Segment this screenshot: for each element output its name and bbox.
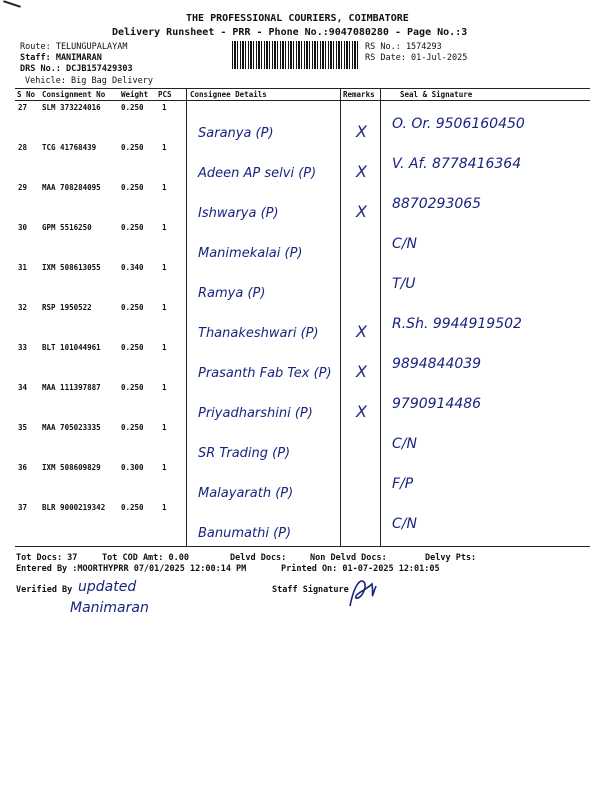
row-consignee-handwriting: SR Trading (P) [198,446,291,461]
row-consignment-no: GPM 5516250 [42,223,92,232]
row-sno: 28 [18,143,28,152]
row-remark-mark: X [356,402,367,421]
row-consignment-no: RSP 1950522 [42,303,92,312]
row-consignment-no: MAA 708284095 [42,183,101,192]
row-remark-mark: X [356,202,367,221]
row-consignee-handwriting: Ramya (P) [198,286,266,301]
row-weight: 0.340 [121,263,144,272]
col-sno: S No [17,90,36,99]
row-weight: 0.250 [121,383,144,392]
col-seal: Seal & Signature [400,90,473,99]
row-sno: 35 [18,423,28,432]
table-bottom-rule [15,546,590,547]
row-sno: 37 [18,503,28,512]
row-consignment-no: BLR 9000219342 [42,503,106,512]
row-sno: 29 [18,183,28,192]
verified-by: Verified By [16,585,73,595]
row-weight: 0.250 [121,503,144,512]
row-sno: 36 [18,463,28,472]
runsheet-subtitle: Delivery Runsheet - PRR - Phone No.:9047080280 - Page No.:3 [112,27,468,38]
staff-signature-label: Staff Signature [272,585,349,595]
table-row [15,462,590,502]
row-pcs: 1 [162,503,167,512]
entered-by: Entered By :MOORTHYPRR 07/01/2025 12:00:14 PM [16,564,247,574]
row-consignee-handwriting: Saranya (P) [198,126,274,141]
row-consignment-no: MAA 111397887 [42,383,101,392]
row-seal-signature: 9894844039 [392,356,482,372]
rs-date: RS Date: 01-Jul-2025 [365,53,468,63]
row-pcs: 1 [162,303,167,312]
row-remark-mark: X [356,322,367,341]
barcode [232,41,359,69]
row-consignment-no: BLT 101044961 [42,343,101,352]
row-pcs: 1 [162,183,167,192]
row-seal-signature: T/U [392,276,416,292]
row-consignee-handwriting: Malayarath (P) [198,486,294,501]
table-row [15,422,590,462]
col-consignment: Consignment No [42,90,106,99]
rs-no: RS No.: 1574293 [365,42,442,52]
row-pcs: 1 [162,423,167,432]
row-remark-mark: X [356,362,367,381]
row-weight: 0.250 [121,223,144,232]
row-sno: 33 [18,343,28,352]
row-remark-mark: X [356,122,367,141]
row-weight: 0.250 [121,343,144,352]
row-consignee-handwriting: Ishwarya (P) [198,206,279,221]
delvd-docs: Delvd Docs: [230,553,287,563]
row-weight: 0.250 [121,183,144,192]
row-consignment-no: SLM 373224016 [42,103,101,112]
row-consignee-handwriting: Adeen AP selvi (P) [198,166,317,181]
row-weight: 0.300 [121,463,144,472]
row-weight: 0.250 [121,143,144,152]
row-seal-signature: F/P [392,476,414,492]
row-sno: 34 [18,383,28,392]
route-label: Route: TELUNGUPALAYAM [20,42,128,52]
row-consignee-handwriting: Thanakeshwari (P) [198,326,319,341]
col-consignee: Consignee Details [190,90,267,99]
table-row [15,262,590,302]
row-pcs: 1 [162,383,167,392]
row-pcs: 1 [162,263,167,272]
row-consignment-no: TCG 41768439 [42,143,97,152]
corner-mark [3,0,21,7]
row-consignment-no: IXM 508609829 [42,463,101,472]
row-seal-signature: C/N [392,436,417,452]
col-pcs: PCS [158,90,172,99]
printed-on: Printed On: 01-07-2025 12:01:05 [281,564,440,574]
row-weight: 0.250 [121,423,144,432]
row-seal-signature: C/N [392,516,417,532]
row-consignee-handwriting: Manimekalai (P) [198,246,303,261]
verified-handwriting: updated [78,579,137,595]
row-consignee-handwriting: Prasanth Fab Tex (P) [198,366,332,381]
row-seal-signature: 9790914486 [392,396,482,412]
table-row [15,222,590,262]
row-consignment-no: MAA 705023335 [42,423,101,432]
row-sno: 30 [18,223,28,232]
row-consignee-handwriting: Priyadharshini (P) [198,406,313,421]
row-seal-signature: C/N [392,236,417,252]
tot-cod: Tot COD Amt: 0.00 [102,553,189,563]
col-weight: Weight [121,90,149,99]
staff-signature-mark [346,576,380,610]
tot-docs: Tot Docs: 37 [16,553,78,563]
staff-label: Staff: MANIMARAN [20,53,102,63]
row-weight: 0.250 [121,103,144,112]
col-remarks: Remarks [343,90,375,99]
row-pcs: 1 [162,463,167,472]
row-sno: 32 [18,303,28,312]
row-seal-signature: R.Sh. 9944919502 [392,316,522,332]
table-row [15,182,590,222]
non-delvd-docs: Non Delvd Docs: [310,553,387,563]
row-sno: 31 [18,263,28,272]
table-top-rule [15,88,590,89]
row-pcs: 1 [162,223,167,232]
row-seal-signature: O. Or. 9506160450 [392,116,525,132]
company-title: THE PROFESSIONAL COURIERS, COIMBATORE [186,13,409,24]
row-weight: 0.250 [121,303,144,312]
row-consignment-no: IXM 508613055 [42,263,101,272]
delvy-pts: Delvy Pts: [425,553,477,563]
row-pcs: 1 [162,343,167,352]
row-seal-signature: V. Af. 8778416364 [392,156,522,172]
row-consignee-handwriting: Banumathi (P) [198,526,292,541]
row-pcs: 1 [162,103,167,112]
row-seal-signature: 8870293065 [392,196,482,212]
table-header-rule [15,100,590,101]
row-sno: 27 [18,103,28,112]
verified-handwriting-name: Manimaran [70,600,149,616]
vehicle-label: Vehicle: Big Bag Delivery [25,76,153,86]
row-pcs: 1 [162,143,167,152]
drs-label: DRS No.: DCJB157429303 [20,64,133,74]
row-remark-mark: X [356,162,367,181]
